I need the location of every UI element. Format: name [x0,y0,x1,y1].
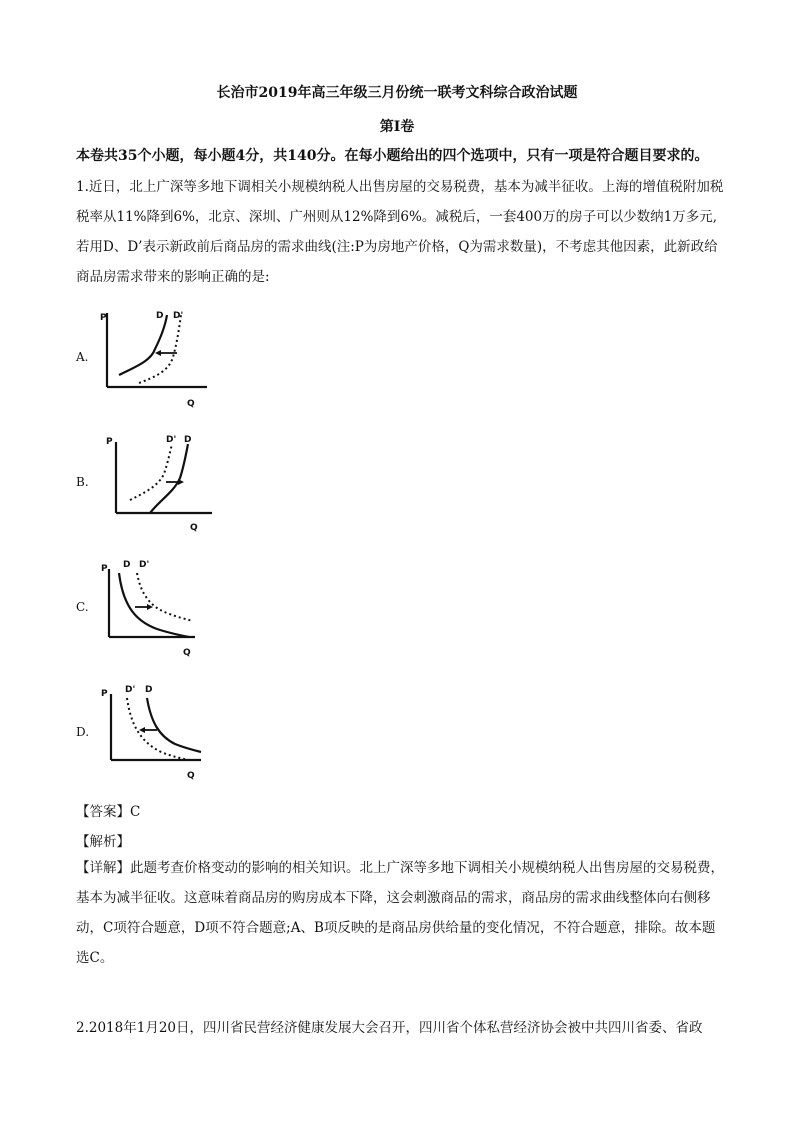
arrow-head [139,727,145,733]
p-axis-label: P [101,689,108,699]
question-1-stem: 1.近日，北上广深等多地下调相关小规模纳税人出售房屋的交易税费，基本为减半征收。上海的增值税附加税税率从11%降到6%，北京、深圳、广州则从12%降到6%。减税后，一套400万的房子可以少数纳1万多元,若用D、D’表示新政前后商品房的需求曲线(注:P为房地产价格，Q为需求数量)，不考虑其他因素，此新政给商品房需求带来的影响正确的是: [76,179,724,285]
p-axis-label: P [100,313,107,323]
option-d-graph [97,680,217,785]
option-a-graph [95,305,215,410]
p-axis-label: P [106,437,113,447]
p-axis-label: P [101,564,108,574]
q-axis-label: Q [190,523,198,533]
option-b-label: B. [76,475,89,489]
option-d-label: D. [76,725,90,739]
curve-d-label: D [123,560,131,570]
instructions: 本卷共35个小题，每小题4分，共140分。在每小题给出的四个选项中，只有一项是符合题目要求的。 [76,148,709,164]
curve-d-label: D [156,311,164,321]
page-title: 长治市2019年高三年级三月份统一联考文科综合政治试题 [216,85,578,101]
curve-d-label: D [184,435,192,445]
demand-curve-d-prime [130,444,172,500]
demand-curve-d [147,698,201,752]
curve-d-label: D [145,685,153,695]
option-c-graph [97,555,217,660]
curve-d-prime-label: D' [125,685,136,695]
q-axis-label: Q [187,399,195,409]
demand-curve-d [150,444,188,513]
option-b-graph [100,430,220,535]
option-c-label: C. [76,600,89,614]
question-2-stem: 2.2018年1月20日，四川省民营经济健康发展大会召开，四川省个体私营经济协会被中共四川省委、省政 [76,1020,703,1036]
q-axis-label: Q [183,648,191,658]
section-title: 第Ⅰ卷 [379,119,415,135]
demand-curve-d [119,573,189,637]
demand-curve-d [119,315,167,375]
detail-explanation: 【详解】此题考查价格变动的影响的相关知识。北上广深等多地下调相关小规模纳税人出售房屋的交易税费，基本为减半征收。这意味着商品房的购房成本下降，这会刺激商品的需求，商品房的需求曲线整体向右侧移动，C项符合题意，D项不符合题意;A、B项反映的是商品房供给量的变化情况，不符合题意，排除。故本题选C。 [76,860,724,966]
curve-d-prime-label: D' [173,311,184,321]
q-axis-label: Q [187,771,195,781]
arrow-head [155,350,161,356]
curve-d-prime-label: D' [139,560,150,570]
arrow-head [178,479,184,485]
option-a-label: A. [76,350,89,364]
demand-curve-d-prime [137,573,193,621]
demand-curve-d-prime [139,315,181,383]
answer-line: 【答案】C [76,804,141,820]
curve-d-prime-label: D' [166,435,177,445]
analysis-heading: 【解析】 [76,834,130,850]
